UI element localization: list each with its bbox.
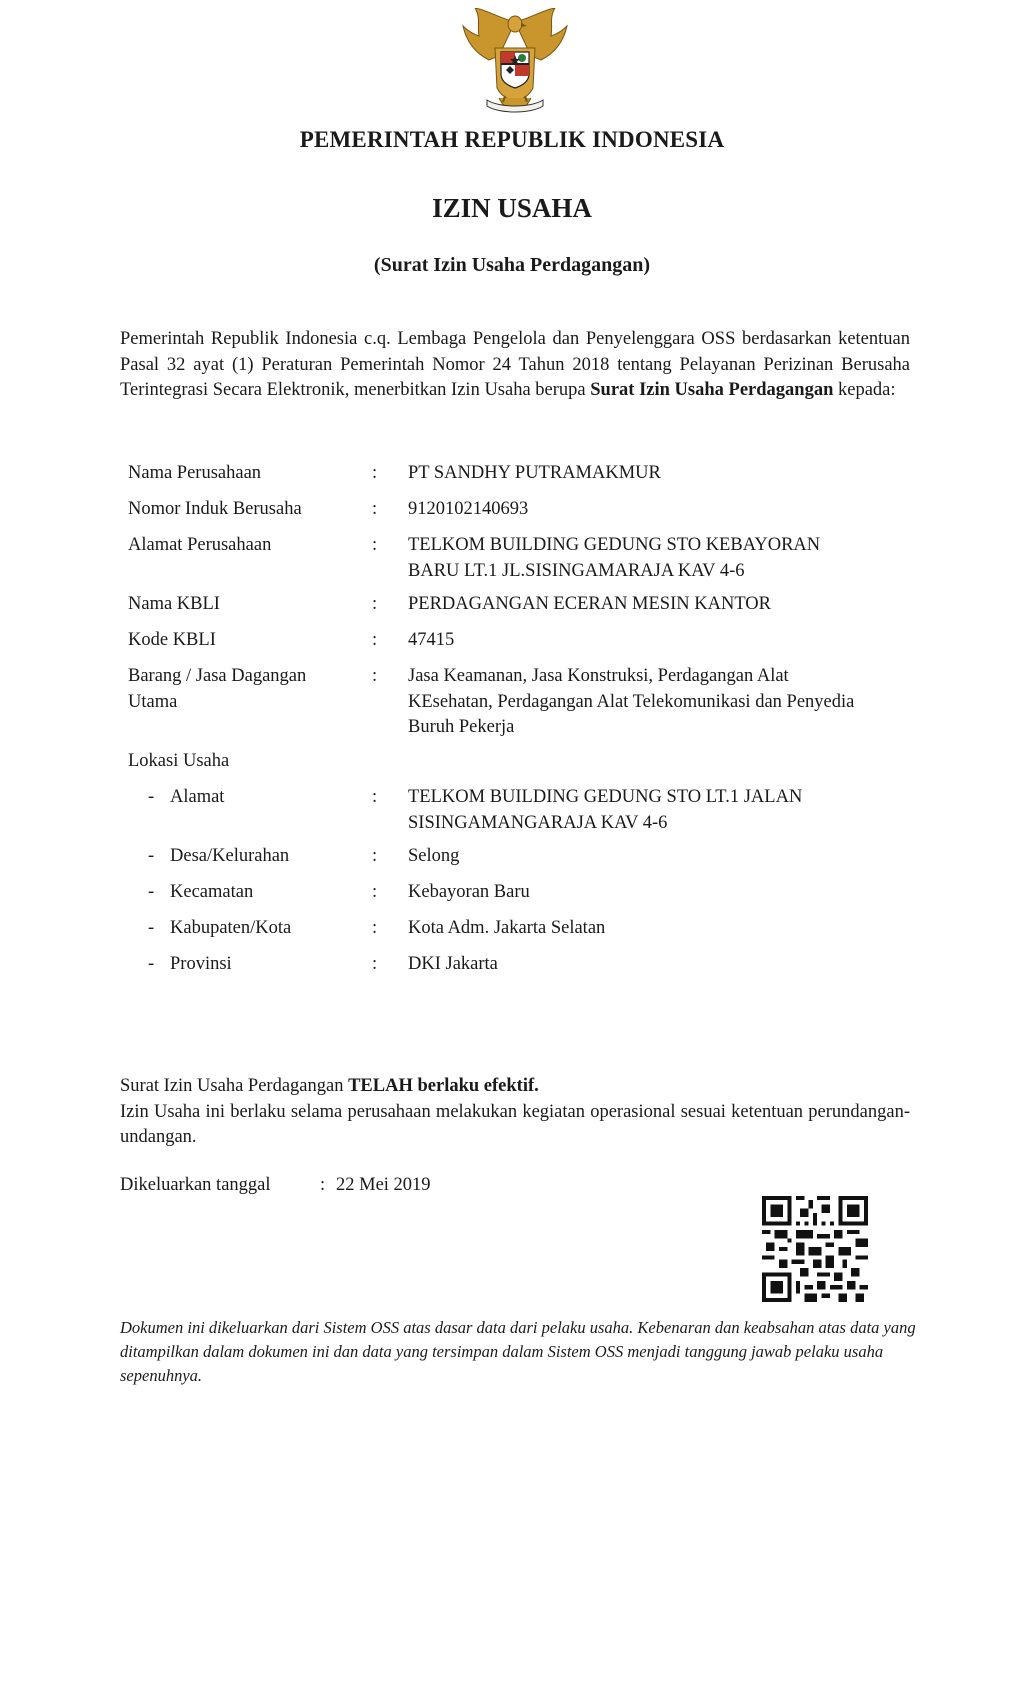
- list-dash: -: [148, 846, 155, 866]
- field-value: DKI Jakarta: [408, 954, 498, 974]
- field-value-line: SISINGAMANGARAJA KAV 4-6: [408, 812, 668, 833]
- field-value-line: Buruh Pekerja: [408, 717, 515, 737]
- list-dash: -: [148, 787, 155, 807]
- issued-colon: :: [320, 1175, 326, 1195]
- issued-date: 22 Mei 2019: [336, 1175, 431, 1195]
- field-value: PERDAGANGAN ECERAN MESIN KANTOR: [408, 594, 771, 614]
- validity-statement: [120, 1074, 910, 1151]
- field-value: [408, 533, 908, 584]
- field-colon: :: [372, 463, 378, 483]
- intro-paragraph: [120, 327, 910, 404]
- field-label: Provinsi: [170, 954, 232, 974]
- field-value: Kota Adm. Jakarta Selatan: [408, 918, 606, 938]
- field-value: 9120102140693: [408, 499, 529, 519]
- field-label: [128, 664, 368, 715]
- field-label: Kabupaten/Kota: [170, 918, 292, 938]
- intro-text-bold: Surat Izin Usaha Perdagangan: [590, 380, 834, 400]
- field-value-line: KEsehatan, Perdagangan Alat Telekomunikasi dan Penyedia: [408, 691, 855, 712]
- document-subtitle: (Surat Izin Usaha Perdagangan): [373, 254, 651, 276]
- field-colon: :: [372, 954, 378, 974]
- garuda-emblem-icon: [459, 8, 571, 116]
- list-dash: -: [148, 954, 155, 974]
- document-title: IZIN USAHA: [432, 193, 592, 223]
- field-colon: :: [372, 630, 378, 650]
- government-heading: PEMERINTAH REPUBLIK INDONESIA: [299, 127, 725, 152]
- field-value-line: BARU LT.1 JL.SISINGAMARAJA KAV 4-6: [408, 560, 745, 581]
- field-colon: :: [372, 882, 378, 902]
- field-colon: :: [372, 846, 378, 866]
- qr-code-icon: [762, 1196, 868, 1302]
- field-label: Kode KBLI: [128, 630, 216, 650]
- field-value: PT SANDHY PUTRAMAKMUR: [408, 463, 661, 483]
- statement-text: Izin Usaha ini berlaku selama perusahaan melakukan kegiatan operasional sesuai ketentuan perundangan-undangan.: [120, 1101, 910, 1147]
- field-colon: :: [372, 535, 378, 555]
- field-colon: :: [372, 499, 378, 519]
- field-label: Nama Perusahaan: [128, 463, 262, 483]
- field-label: Desa/Kelurahan: [170, 846, 290, 866]
- list-dash: -: [148, 918, 155, 938]
- field-value-line: Jasa Keamanan, Jasa Konstruksi, Perdagangan Alat: [408, 666, 789, 686]
- field-colon: :: [372, 594, 378, 614]
- statement-bold: TELAH berlaku efektif.: [348, 1076, 539, 1096]
- intro-text-2: kepada:: [838, 380, 896, 400]
- list-dash: -: [148, 882, 155, 902]
- field-colon: :: [372, 666, 378, 686]
- field-label: Kecamatan: [170, 882, 254, 902]
- field-value: Selong: [408, 846, 460, 866]
- statement-text: Surat Izin Usaha Perdagangan: [120, 1076, 344, 1096]
- field-value-line: TELKOM BUILDING GEDUNG STO LT.1 JALAN: [408, 787, 803, 807]
- field-label: Alamat Perusahaan: [128, 535, 272, 555]
- field-label-line: Utama: [128, 691, 178, 712]
- field-colon: :: [372, 787, 378, 807]
- field-label: Alamat: [170, 787, 225, 807]
- field-value: Kebayoran Baru: [408, 882, 530, 902]
- field-label: Nama KBLI: [128, 594, 220, 614]
- field-label-line: Barang / Jasa Dagangan: [128, 666, 307, 686]
- intro-text-1: Pemerintah Republik Indonesia c.q. Lembaga Pengelola dan Penyelenggara OSS berdasarkan ketentuan Pasal 32 ayat (1) Peraturan Pemerintah Nomor 24 Tahun 2018 tentang Pelayanan Perizinan Berusaha Terintegrasi Secara Elektronik, menerbitkan Izin Usaha berupa: [120, 329, 910, 400]
- field-value-line: TELKOM BUILDING GEDUNG STO KEBAYORAN: [408, 535, 821, 555]
- field-value: [408, 664, 908, 741]
- field-label: Lokasi Usaha: [128, 751, 230, 771]
- field-value: [408, 785, 908, 836]
- field-colon: :: [372, 918, 378, 938]
- field-value: 47415: [408, 630, 455, 650]
- issued-label: Dikeluarkan tanggal: [120, 1175, 271, 1195]
- disclaimer-footer: Dokumen ini dikeluarkan dari Sistem OSS atas dasar data dari pelaku usaha. Kebenaran dan keabsahan atas data yang ditampilkan dalam dokumen ini dan data yang tersimpan dalam Sistem OSS menjadi tanggung jawab pelaku usaha sepenuhnya.: [120, 1318, 916, 1385]
- field-label: Nomor Induk Berusaha: [128, 499, 302, 519]
